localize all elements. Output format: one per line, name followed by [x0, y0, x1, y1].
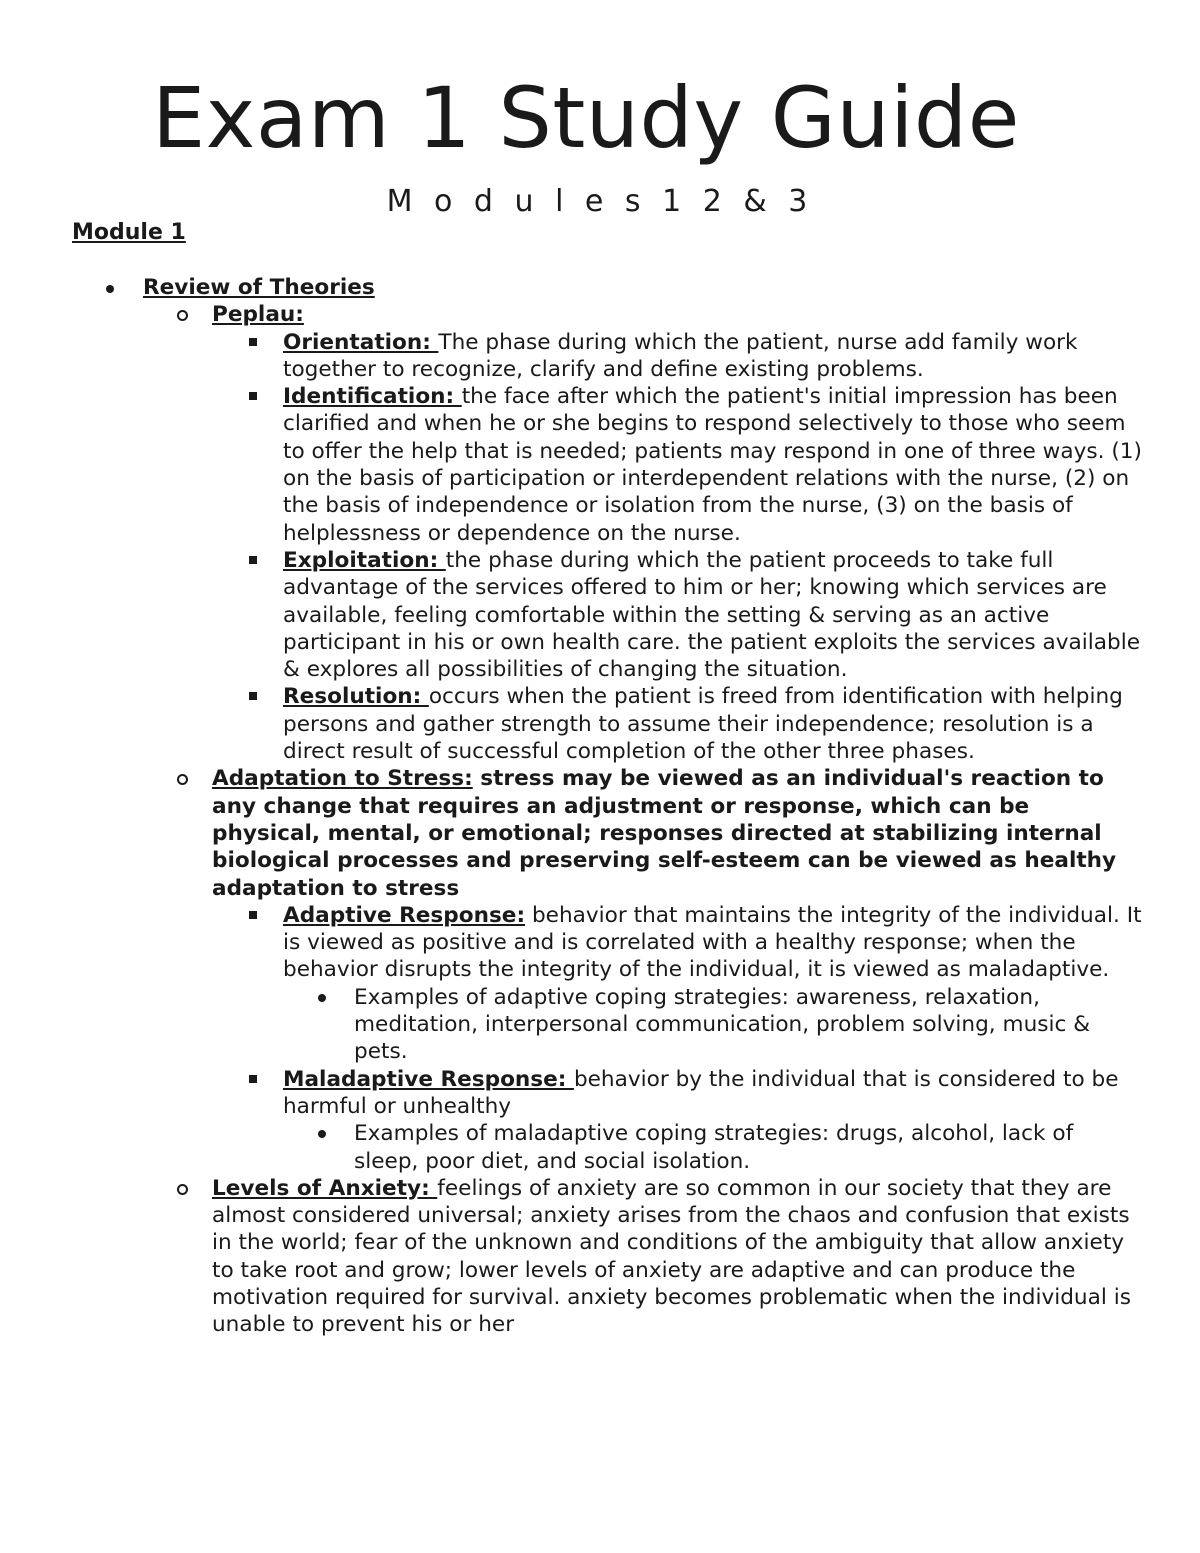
anxiety-text: feelings of anxiety are so common in our society that they are almost considered universal; anxiety arises from the chaos and confusion that exists in the world; fear of the unknown and conditions of the ambiguity that allow anxiety to take root and grow; lower levels of anxiety are adaptive and can produce the motivation required for survival. anxiety becomes problematic when the individual is unable to prevent his or her	[212, 1175, 1131, 1338]
list-item-maladaptive-examples	[0, 1120, 1144, 1175]
adaptive-text: behavior that maintains the integrity of the individual. It is viewed as positive and is correlated with a healthy response; when the behavior disrupts the integrity of the individual, it is viewed as maladaptive.	[283, 902, 1142, 983]
resolution-text: occurs when the patient is freed from identification with helping persons and gather strength to assume their independence; resolution is a direct result of successful completion of the other three phases.	[283, 684, 1123, 765]
identification-text: the face after which the patient's initial impression has been clarified and when he or she begins to respond selectively to those who seem to offer the help that is needed; patients may respond in one of three ways. (1) on the basis of participation or interdependent relations with the nurse, (2) on the basis of independence or isolation from the nurse, (3) on the basis of helplessness or dependence on the nurse.	[283, 384, 1142, 546]
list-item-adaptation-to-stress	[0, 765, 1137, 901]
bullet-square-icon	[249, 556, 257, 564]
maladaptive-example-text: Examples of maladaptive coping strategies: drugs, alcohol, lack of sleep, poor diet, and social isolation.	[354, 1121, 1074, 1174]
list-item-maladaptive-response	[0, 1066, 1143, 1121]
outline-body	[0, 274, 1200, 1339]
bullet-disc-icon	[106, 285, 114, 293]
exploitation-term: Exploitation:	[283, 547, 446, 573]
bullet-circle-icon	[177, 310, 188, 321]
resolution-term: Resolution:	[283, 684, 429, 710]
section-label: Review of Theories	[143, 275, 375, 300]
list-item-review-of-theories	[0, 274, 1143, 301]
identification-term: Identification:	[283, 384, 462, 410]
adaptive-term: Adaptive Response:	[283, 902, 526, 928]
adaptation-text: stress may be viewed as an individual's reaction to any change that requires an adjustment or response, which can be physical, mental, or emotional; responses directed at stabilizing internal biological processes and preserving self-esteem can be viewed as healthy adaptation to stress	[212, 766, 1117, 901]
list-item-orientation	[0, 329, 1143, 384]
module-heading: Module 1	[72, 220, 186, 245]
maladaptive-text: behavior by the individual that is considered to be harmful or unhealthy	[283, 1066, 1119, 1119]
bullet-square-icon	[249, 1075, 257, 1083]
bullet-dot-icon	[318, 994, 326, 1002]
bullet-dot-icon	[318, 1130, 326, 1138]
document-title: Exam 1 Study Guide	[152, 69, 1020, 167]
list-item-resolution	[0, 683, 1143, 765]
bullet-square-icon	[249, 392, 257, 400]
bullet-square-icon	[249, 692, 257, 700]
document-subtitle: M o d u l e s 1 2 & 3	[386, 184, 814, 219]
list-item-levels-of-anxiety	[0, 1175, 1137, 1339]
list-item-identification	[0, 383, 1143, 547]
orientation-text: The phase during which the patient, nurse add family work together to recognize, clarify and define existing problems.	[283, 329, 1078, 382]
adaptation-term: Adaptation to Stress:	[212, 766, 473, 792]
bullet-square-icon	[249, 338, 257, 346]
maladaptive-term: Maladaptive Response:	[283, 1066, 574, 1092]
orientation-term: Orientation:	[283, 329, 439, 355]
list-item-adaptive-examples	[0, 984, 1144, 1066]
bullet-circle-icon	[177, 1184, 188, 1195]
bullet-circle-icon	[177, 774, 188, 785]
anxiety-term: Levels of Anxiety:	[212, 1175, 438, 1201]
adaptive-example-text: Examples of adaptive coping strategies: awareness, relaxation, meditation, interpersonal communication, problem solving, music & pets.	[354, 984, 1091, 1065]
peplau-label: Peplau:	[212, 302, 304, 328]
exploitation-text: the phase during which the patient proceeds to take full advantage of the services offered to him or her; knowing which services are available, feeling comfortable within the setting & serving as an active participant in his or own health care. the patient exploits the services available & explores all possibilities of changing the situation.	[283, 547, 1141, 683]
list-item-peplau	[0, 301, 1137, 328]
bullet-square-icon	[249, 911, 257, 919]
list-item-adaptive-response	[0, 902, 1143, 984]
list-item-exploitation	[0, 547, 1143, 683]
